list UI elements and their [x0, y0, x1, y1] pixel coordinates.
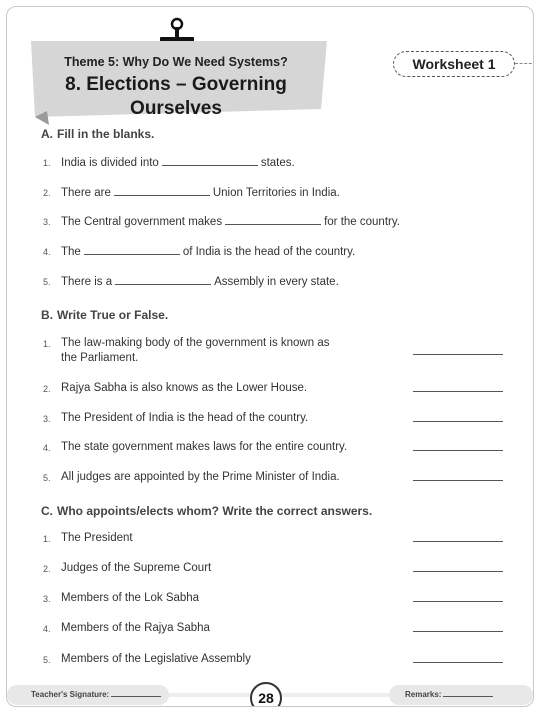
item-number: 2.	[43, 564, 51, 574]
answer-line[interactable]	[413, 391, 503, 392]
item-text: Members of the Rajya Sabha	[61, 622, 210, 634]
title-line-1: 8. Elections – Governing	[65, 74, 287, 95]
item-text: The state government makes laws for the entire country.	[61, 441, 348, 453]
remarks-label: Remarks:	[405, 690, 442, 699]
badge-dashed-connector	[515, 63, 534, 64]
answer-line[interactable]	[413, 480, 503, 481]
item-number: 4.	[43, 443, 51, 453]
page-number: 28	[250, 682, 282, 707]
item-text-line-1: The law-making body of the government is known as	[61, 337, 330, 349]
item-number: 1.	[43, 158, 51, 168]
answer-line[interactable]	[413, 662, 503, 663]
item-text: All judges are appointed by the Prime Minister of India.	[61, 471, 340, 483]
item-text: Judges of the Supreme Court	[61, 562, 212, 574]
item-text: Members of the Legislative Assembly	[61, 653, 251, 665]
section-a-letter: A.	[41, 127, 53, 141]
item-number: 5.	[43, 655, 51, 665]
item-number: 5.	[43, 277, 51, 287]
teacher-signature-label: Teacher's Signature:	[31, 690, 110, 699]
item-text-before: There are	[61, 187, 111, 199]
title-ribbon	[31, 41, 331, 125]
item-text: Rajya Sabha is also knows as the Lower House.	[61, 382, 308, 394]
answer-line[interactable]	[413, 631, 503, 632]
item-number: 1.	[43, 339, 51, 349]
teacher-signature-line[interactable]	[111, 688, 161, 697]
item-text: The President of India is the head of the country.	[61, 412, 309, 424]
section-b-heading	[41, 308, 168, 322]
theme-label: Theme 5: Why Do We Need Systems?	[64, 55, 288, 69]
section-b-title: Write True or False.	[57, 308, 169, 322]
section-c-title: Who appoints/elects whom? Write the correct answers.	[57, 504, 373, 518]
remarks-box	[389, 685, 533, 705]
blank-answer-field[interactable]	[84, 244, 180, 255]
answer-line[interactable]	[413, 601, 503, 602]
answer-line[interactable]	[413, 354, 503, 355]
blank-answer-field[interactable]	[225, 214, 321, 225]
item-text: Members of the Lok Sabha	[61, 592, 200, 604]
page-title	[31, 73, 321, 121]
title-line-2: Ourselves	[130, 98, 222, 119]
blank-answer-field[interactable]	[115, 274, 211, 285]
worksheet-page	[6, 6, 534, 707]
section-a-title: Fill in the blanks.	[57, 127, 155, 141]
item-text-after: of India is the head of the country.	[182, 246, 356, 258]
section-c-letter: C.	[41, 504, 53, 518]
item-number: 3.	[43, 594, 51, 604]
worksheet-badge: Worksheet 1	[393, 51, 515, 77]
item-number: 2.	[43, 188, 51, 198]
item-number: 3.	[43, 414, 51, 424]
item-text-line-2: the Parliament.	[61, 352, 139, 364]
item-text-after: states.	[260, 157, 295, 169]
item-text-before: The Central government makes	[61, 216, 223, 228]
item-number: 3.	[43, 217, 51, 227]
section-a-heading	[41, 127, 154, 141]
item-text-after: Union Territories in India.	[212, 187, 340, 199]
item-text: The President	[61, 532, 133, 544]
answer-line[interactable]	[413, 450, 503, 451]
section-b-letter: B.	[41, 308, 53, 322]
answer-line[interactable]	[413, 541, 503, 542]
item-text-before: India is divided into	[61, 157, 159, 169]
item-number: 4.	[43, 624, 51, 634]
item-number: 2.	[43, 384, 51, 394]
teacher-signature-box	[7, 685, 169, 705]
item-text-after: for the country.	[324, 216, 400, 228]
answer-line[interactable]	[413, 421, 503, 422]
item-text-after: Assembly in every state.	[214, 276, 339, 288]
item-number: 1.	[43, 534, 51, 544]
item-number: 4.	[43, 247, 51, 257]
item-text-before: There is a	[61, 276, 113, 288]
section-c-heading	[41, 504, 372, 518]
answer-line[interactable]	[413, 571, 503, 572]
item-text-before: The	[61, 246, 81, 258]
blank-answer-field[interactable]	[162, 155, 258, 166]
blank-answer-field[interactable]	[114, 185, 210, 196]
item-number: 5.	[43, 473, 51, 483]
remarks-line[interactable]	[443, 688, 493, 697]
